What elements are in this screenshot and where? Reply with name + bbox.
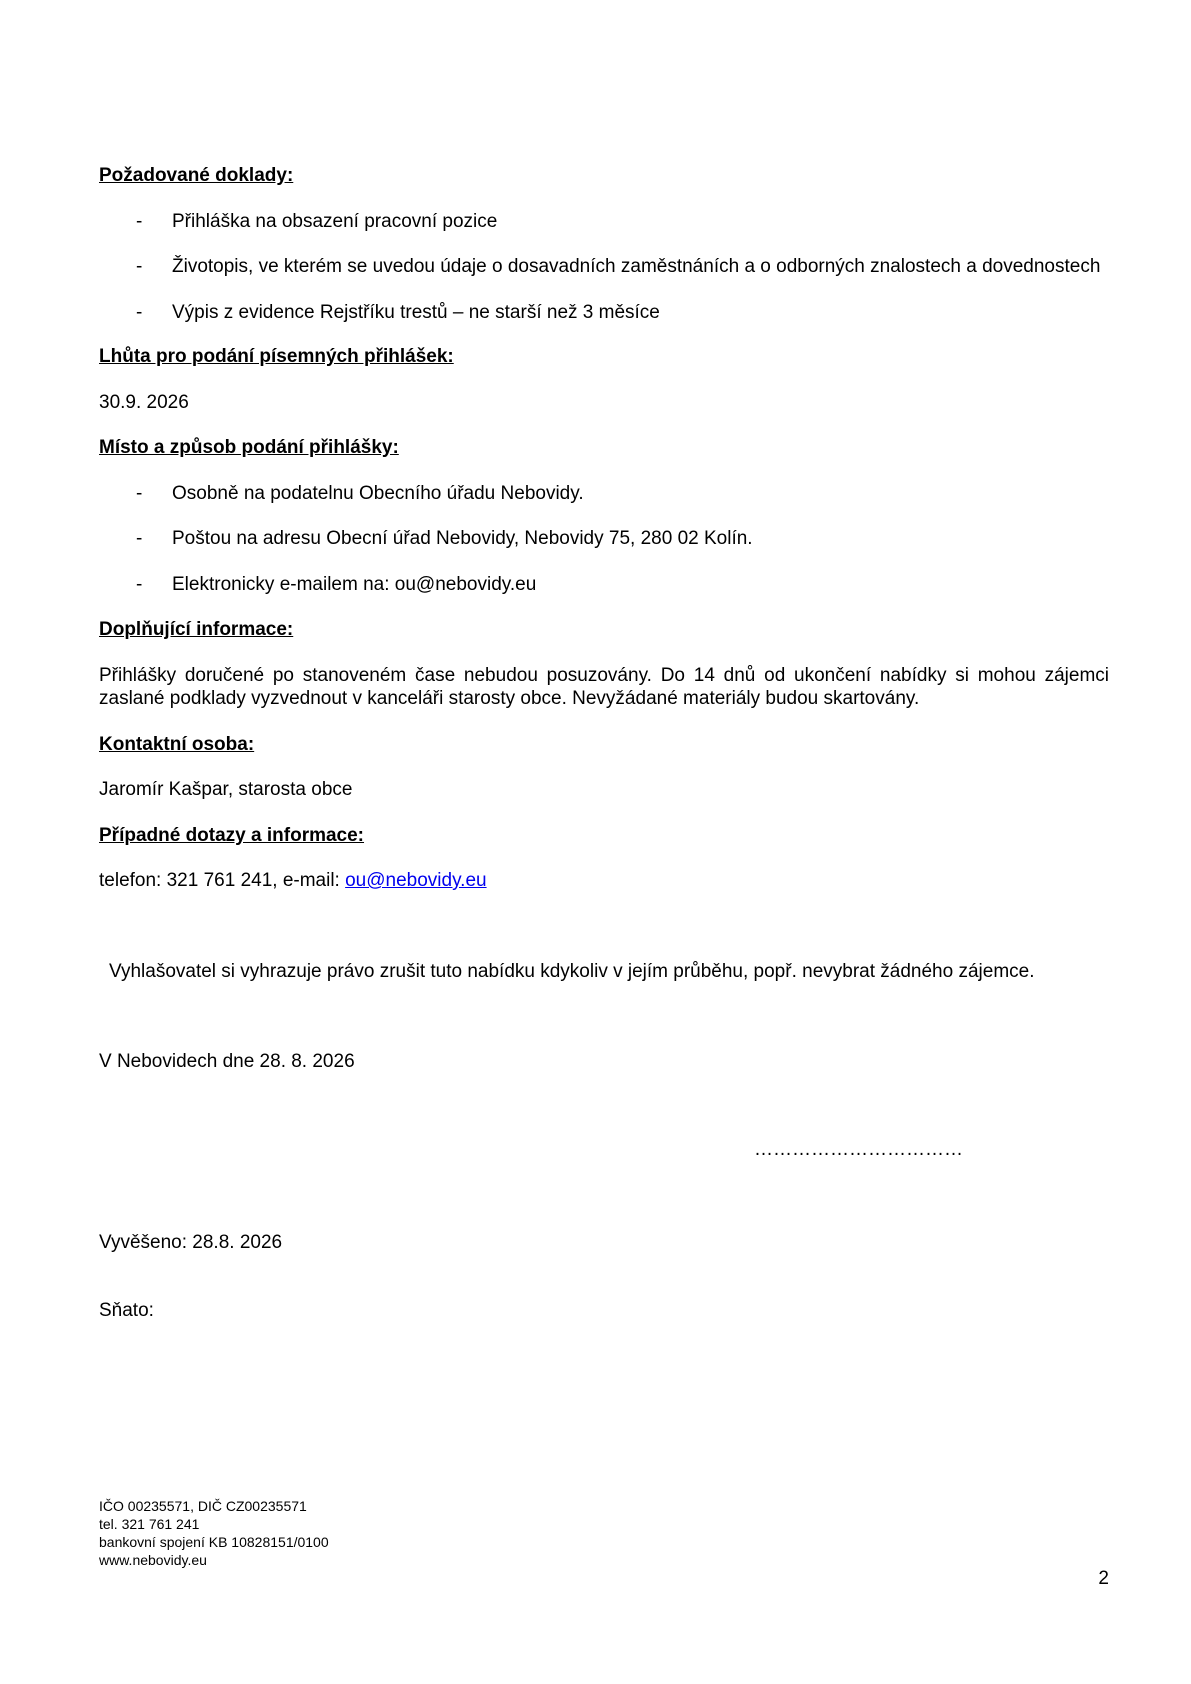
- section-heading-documents: Požadované doklady:: [99, 165, 294, 186]
- additional-info-text: Přihlášky doručené po stanoveném čase nebudou posuzovány. Do 14 dnů od ukončení nabídky si mohou zájemci zaslané podklady vyzvednout v kanceláři starosty obce. Nevyžádané materiály budou skartovány.: [99, 665, 1109, 709]
- bullet-dash: -: [136, 211, 143, 232]
- posted-date: Vyvěšeno: 28.8. 2026: [99, 1232, 283, 1253]
- bullet-dash: -: [136, 574, 143, 595]
- reservation-note: Vyhlašovatel si vyhrazuje právo zrušit tuto nabídku kdykoliv v jejím průběhu, popř. nevybrat žádného zájemce.: [109, 961, 1035, 982]
- contact-phone-text: telefon: 321 761 241, e-mail:: [99, 870, 346, 891]
- contact-line: [99, 869, 1109, 892]
- list-item-text: Životopis, ve kterém se uvedou údaje o dosavadních zaměstnáních a o odborných znalostech a dovednostech: [172, 256, 1101, 277]
- footer-phone: tel. 321 761 241: [99, 1516, 200, 1532]
- section-heading-questions: Případné dotazy a informace:: [99, 825, 365, 846]
- signature-line: ……………………………: [754, 1139, 963, 1160]
- email-link[interactable]: ou@nebovidy.eu: [345, 870, 487, 891]
- list-item-text: Osobně na podatelnu Obecního úřadu Nebovidy.: [172, 483, 584, 504]
- section-heading-deadline: Lhůta pro podání písemných přihlášek:: [99, 346, 454, 367]
- deadline-value: 30.9. 2026: [99, 392, 189, 413]
- section-heading-contact: Kontaktní osoba:: [99, 734, 255, 755]
- page-number: 2: [1098, 1568, 1109, 1589]
- bullet-dash: -: [136, 528, 143, 549]
- contact-person: Jaromír Kašpar, starosta obce: [99, 779, 353, 800]
- list-item-text: Přihláška na obsazení pracovní pozice: [172, 211, 498, 232]
- removed-date: Sňato:: [99, 1300, 154, 1321]
- list-item-text: Poštou na adresu Obecní úřad Nebovidy, Nebovidy 75, 280 02 Kolín.: [172, 528, 753, 549]
- section-heading-additional: Doplňující informace:: [99, 619, 294, 640]
- footer-bank: bankovní spojení KB 10828151/0100: [99, 1534, 329, 1550]
- bullet-dash: -: [136, 483, 143, 504]
- list-item-text: Elektronicky e-mailem na: ou@nebovidy.eu: [172, 574, 537, 595]
- place-date: V Nebovidech dne 28. 8. 2026: [99, 1051, 355, 1072]
- bullet-dash: -: [136, 302, 143, 323]
- footer: [99, 1497, 329, 1569]
- list-item-text: Výpis z evidence Rejstříku trestů – ne starší než 3 měsíce: [172, 302, 660, 323]
- bullet-dash: -: [136, 256, 143, 277]
- section-heading-submission: Místo a způsob podání přihlášky:: [99, 437, 399, 458]
- footer-ico: IČO 00235571, DIČ CZ00235571: [99, 1498, 307, 1514]
- footer-web: www.nebovidy.eu: [99, 1552, 207, 1568]
